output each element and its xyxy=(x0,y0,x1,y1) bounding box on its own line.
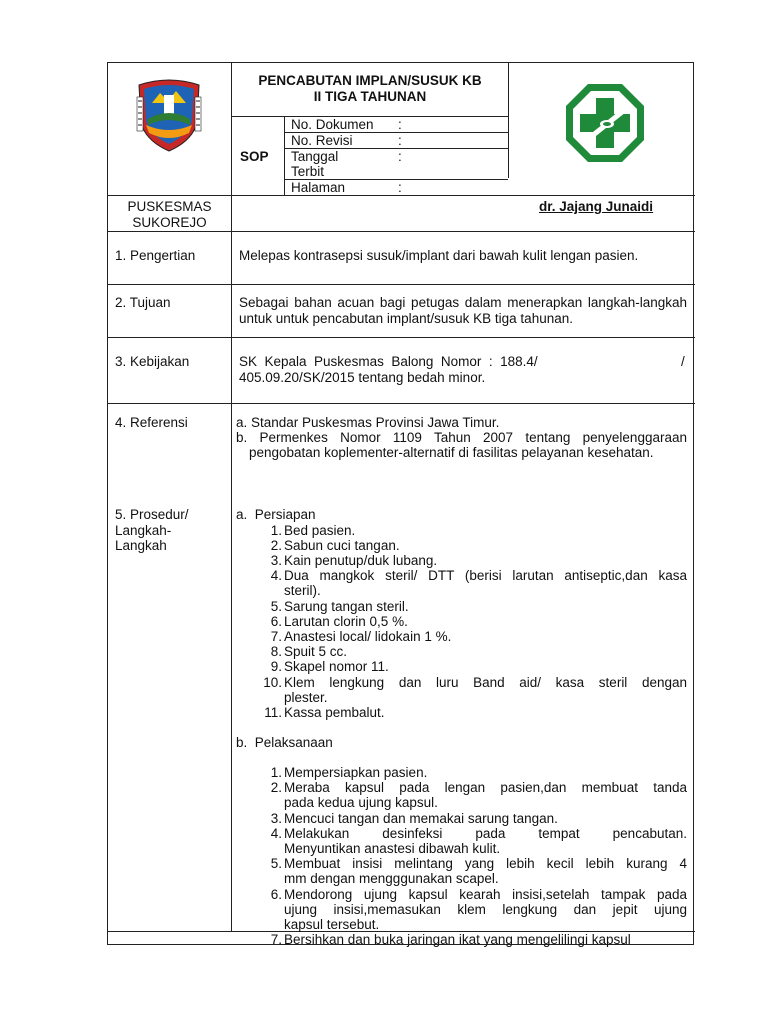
organization-line-2: SUKOREJO xyxy=(132,215,207,230)
document-title xyxy=(232,73,508,105)
step-number: 1. xyxy=(270,765,282,780)
step-text: Menyuntikan anastesi dibawah kulit. xyxy=(284,840,501,856)
step-number: 3. xyxy=(270,810,282,826)
step-number: 10. xyxy=(263,674,282,690)
step-text: Mencuci tangan dan memakai sarung tangan. xyxy=(284,810,558,826)
step-number: 7. xyxy=(270,932,282,948)
referensi-item-a: a. Standar Puskesmas Provinsi Jawa Timur. xyxy=(236,415,500,430)
step-text: Dua mangkok steril/ DTT (berisi larutan antiseptic,dan kasa xyxy=(284,568,687,584)
step-text: Anastesi local/ lidokain 1 %. xyxy=(284,628,452,644)
sop-label: SOP xyxy=(240,149,269,164)
organization-name xyxy=(108,199,231,231)
title-line-2: II TIGA TAHUNAN xyxy=(313,89,427,104)
step-text: kapsul tersebut. xyxy=(284,916,380,932)
prosedur-label-line-1: 5. Prosedur/ xyxy=(115,507,189,522)
prosedur-label-line-3: Langkah xyxy=(115,538,167,553)
step-text: Sarung tangan steril. xyxy=(284,598,409,614)
step-number: 9. xyxy=(270,659,282,675)
divider xyxy=(108,195,695,196)
step-number: 6. xyxy=(270,613,282,629)
field-label: Halaman xyxy=(291,180,346,195)
step-number: 4. xyxy=(270,825,282,841)
field-terbit: Terbit xyxy=(291,164,325,179)
field-halaman xyxy=(291,180,345,195)
step-number: 6. xyxy=(270,886,282,902)
referensi-item-b: b. Permenkes Nomor 1109 Tahun 2007 tentang penyelenggaraan pengobatan koplementer-alternatif di fasilitas pelayanan kesehatan. xyxy=(236,430,687,461)
step-text: Bersihkan dan buka jaringan ikat yang mengelilingi kapsul xyxy=(284,932,631,948)
step-text: steril). xyxy=(284,583,321,599)
field-no-dokumen xyxy=(291,117,374,132)
signatory-name: dr. Jajang Junaidi xyxy=(539,199,654,214)
step-text: Larutan clorin 0,5 %. xyxy=(284,613,408,629)
step-number: 11. xyxy=(264,704,282,720)
divider xyxy=(284,116,285,195)
persiapan-heading: a. Persiapan xyxy=(236,507,316,522)
sop-document xyxy=(107,62,694,948)
field-no-revisi xyxy=(291,133,353,148)
organization-line-1: PUSKESMAS xyxy=(127,199,212,214)
step-number: 7. xyxy=(270,628,282,644)
field-separator: : xyxy=(398,117,402,132)
divider xyxy=(108,403,695,404)
step-text: pada kedua ujung kapsul. xyxy=(284,795,438,811)
step-number: 4. xyxy=(270,568,282,584)
step-text: Bed pasien. xyxy=(284,522,356,538)
step-text: Sabun cuci tangan. xyxy=(284,537,400,553)
title-line-1: PENCABUTAN IMPLAN/SUSUK KB xyxy=(258,73,482,88)
step-text: Klem lengkung dan luru Band aid/ kasa steril dengan xyxy=(284,674,687,690)
section-label-prosedur xyxy=(115,507,189,554)
step-text: Melakukan desinfeksi pada tempat pencabutan. xyxy=(284,825,687,841)
section-label-kebijakan: 3. Kebijakan xyxy=(115,354,190,369)
step-number: 2. xyxy=(270,780,282,796)
step-text: plester. xyxy=(284,689,328,705)
section-label-tujuan: 2. Tujuan xyxy=(115,295,171,310)
section-label-pengertian: 1. Pengertian xyxy=(115,248,196,263)
step-number: 5. xyxy=(270,856,282,872)
field-separator: : xyxy=(398,180,402,195)
step-number: 8. xyxy=(270,644,282,660)
field-tanggal xyxy=(291,149,338,164)
step-text: ujung insisi,memasukan klem lengkung dan jepit ujung xyxy=(284,901,687,917)
step-text: Meraba kapsul pada lengan pasien,dan membuat tanda xyxy=(284,780,687,796)
section-text-kebijakan-slash: / xyxy=(681,354,685,369)
step-number: 5. xyxy=(270,598,282,614)
step-text: Mendorong ujung kapsul kearah insisi,setelah tampak pada xyxy=(284,886,687,902)
field-separator: : xyxy=(398,133,402,148)
section-text-kebijakan-line-1: SK Kepala Puskesmas Balong Nomor : 188.4/ xyxy=(239,354,538,369)
step-text: Skapel nomor 11. xyxy=(284,659,389,675)
section-text-tujuan: Sebagai bahan acuan bagi petugas dalam menerapkan langkah-langkah untuk untuk pencabutan implant/susuk KB tiga tahunan. xyxy=(239,295,687,326)
field-label: No. Dokumen xyxy=(291,117,374,132)
field-label: Tanggal xyxy=(291,149,339,164)
step-text: mm dengan mengggunakan scapel. xyxy=(284,871,499,887)
step-text: Kain penutup/duk lubang. xyxy=(284,552,438,568)
section-text-pengertian: Melepas kontrasepsi susuk/implant dari bawah kulit lengan pasien. xyxy=(239,248,639,263)
step-text: Membuat insisi melintang yang lebih kecil lebih kurang 4 xyxy=(284,856,687,872)
step-text: Kassa pembalut. xyxy=(284,704,385,720)
section-label-referensi: 4. Referensi xyxy=(115,415,188,430)
step-number: 1. xyxy=(270,522,282,538)
divider xyxy=(231,63,232,931)
step-text: Spuit 5 cc. xyxy=(284,644,348,660)
field-separator: : xyxy=(398,149,402,164)
divider xyxy=(108,284,695,285)
divider xyxy=(108,337,695,338)
pelaksanaan-heading: b. Pelaksanaan xyxy=(236,735,333,750)
step-number: 3. xyxy=(270,552,282,568)
puskesmas-cross-icon xyxy=(564,82,646,164)
regional-emblem-icon xyxy=(134,77,204,153)
prosedur-label-line-2: Langkah- xyxy=(115,522,172,538)
section-text-kebijakan-line-2: 405.09.20/SK/2015 tentang bedah minor. xyxy=(239,370,486,385)
field-label: No. Revisi xyxy=(291,133,353,148)
divider xyxy=(108,231,695,232)
step-number: 2. xyxy=(270,537,282,553)
step-text: Mempersiapkan pasien. xyxy=(284,765,428,780)
divider xyxy=(508,63,509,178)
